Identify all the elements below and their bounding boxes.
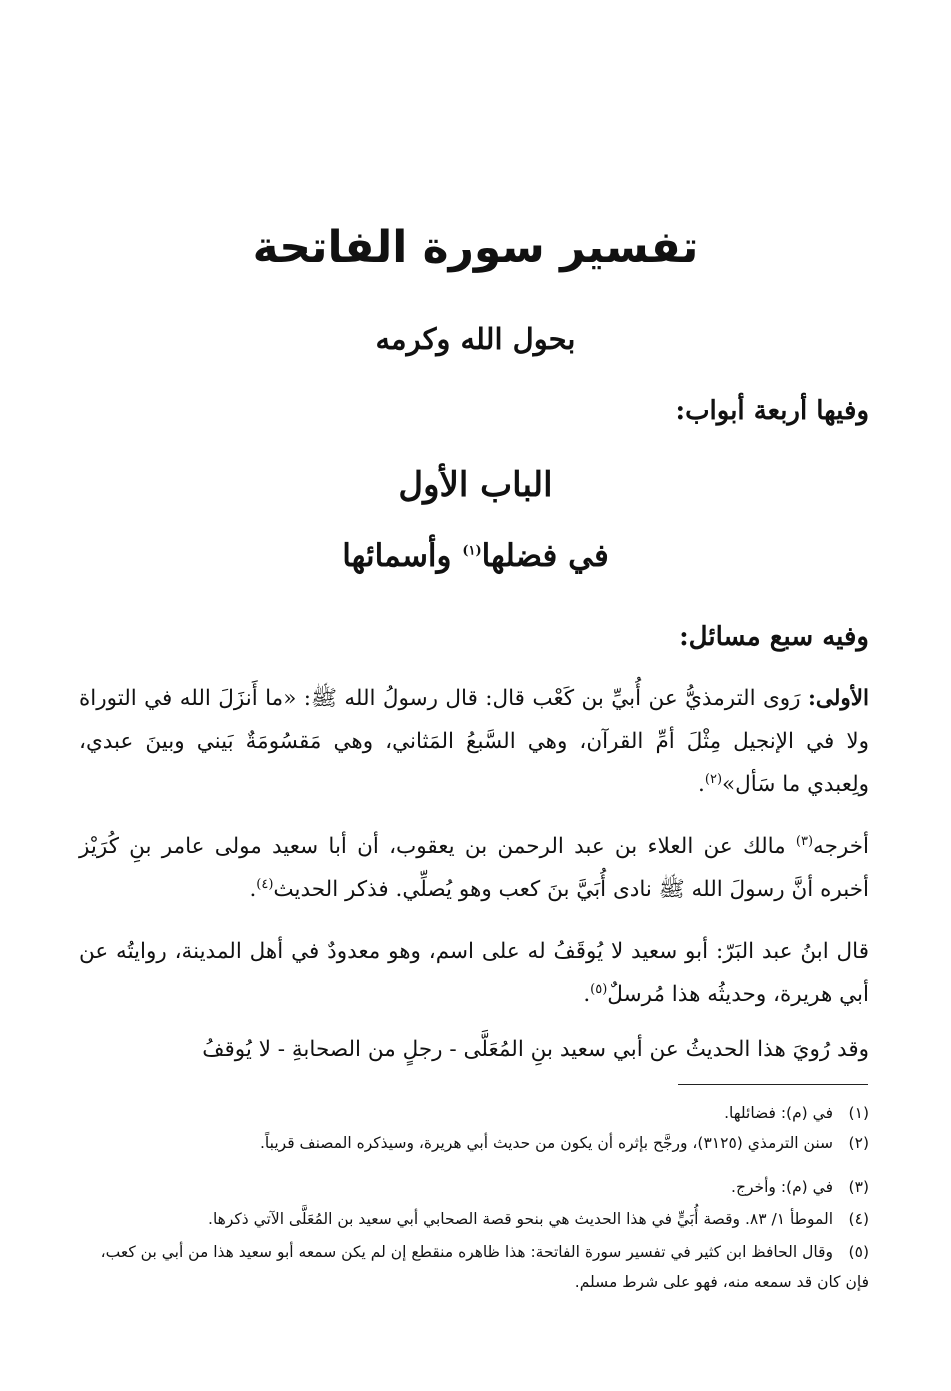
chapter-subtitle-part-b: وأسمائها (342, 538, 463, 574)
intro-line: وفيها أربعة أبواب: (675, 396, 869, 426)
footnote (79, 1237, 869, 1297)
footnote-ref-2: (٢) (704, 771, 723, 787)
footnote-text: سنن الترمذي (٣١٢٥)، ورجَّح بإثره أن يكون من حديث أبي هريرة، وسيذكره المصنف قريباً. (260, 1134, 833, 1152)
chapter-title: الباب الأول (398, 465, 553, 505)
paragraph-text: أخرجه (813, 834, 869, 859)
footnote-ref-3: (٣) (795, 833, 814, 849)
footnote-text: الموطأ ١/ ٨٣. وقصة أُبَيٍّ في هذا الحديث هي بنحو قصة الصحابي أبي سعيد بن المُعَلَّى الآتي ذكرها. (208, 1210, 833, 1228)
paragraph-end: . (249, 877, 257, 902)
footnote-divider (678, 1084, 868, 1085)
page-subtitle: بحول الله وكرمه (375, 322, 576, 356)
paragraph-continued: وقد رُويَ هذا الحديثُ عن أبي سعيد بنِ المُعَلَّى - رجلٍ من الصحابةِ - لا يُوقفُ (202, 1037, 869, 1062)
footnote-number: (٤) (848, 1210, 869, 1228)
paragraph-takhrij (79, 825, 869, 911)
footnote-ref-1: (١) (462, 543, 482, 559)
footnote (79, 1098, 869, 1128)
paragraph-first-issue (79, 677, 869, 806)
footnote-text: في (م): فضائلها. (724, 1104, 833, 1122)
paragraph-end: . (583, 982, 591, 1007)
footnote-ref-4: (٤) (256, 876, 274, 892)
paragraph-text: قال ابنُ عبد البَرّ: أبو سعيد لا يُوقَفُ له على اسم، وهو معدودٌ في أهل المدينة، روايتُه عن أبي هريرة، وحديثُه هذا مُرسلٌ (79, 939, 869, 1007)
footnote (79, 1172, 869, 1202)
footnote-number: (١) (848, 1104, 869, 1122)
issues-heading: وفيه سبع مسائل: (679, 622, 869, 652)
chapter-subtitle (0, 538, 951, 574)
footnote (79, 1204, 869, 1234)
issue-lead: الأولى: (807, 686, 869, 711)
paragraph-ibn-abd-al-barr (79, 930, 869, 1016)
footnote-number: (٥) (848, 1243, 869, 1261)
surah-title: تفسير سورة الفاتحة (252, 222, 699, 273)
footnote-number: (٢) (848, 1134, 869, 1152)
footnote-number: (٣) (848, 1178, 869, 1196)
footnote-text: في (م): وأخرج. (731, 1178, 833, 1196)
footnote-text: وقال الحافظ ابن كثير في تفسير سورة الفاتحة: هذا ظاهره منقطع إن لم يكن سمعه أبو سعيد هذا من أبي بن كعب، فإن كان قد سمعه منه، فهو على شرط مسلم. (100, 1243, 869, 1291)
footnote (79, 1128, 869, 1158)
paragraph-text: مالك عن العلاء بن عبد الرحمن بن يعقوب، أن أبا سعيد مولى عامر بنِ كُرَيْز أخبره أنَّ رسولَ الله ﷺ نادى أُبَيَّ بنَ كعب وهو يُصلِّي. فذكر الحديث (79, 834, 869, 902)
chapter-subtitle-part-a: في فضلها (481, 538, 609, 574)
footnote-ref-5: (٥) (590, 981, 608, 997)
paragraph-text: رَوى الترمذيُّ عن أُبيِّ بن كَعْب قال: قال رسولُ الله ﷺ: «ما أَنزَلَ الله في التوراة ولا في الإنجيل مِثْلَ أمِّ القرآن، وهي السَّبعُ المَثاني، وهي مَقسُومَةٌ بَيني وبينَ عبدي، ولِعبدي ما سَأل» (79, 686, 869, 797)
paragraph-end: . (698, 772, 705, 797)
